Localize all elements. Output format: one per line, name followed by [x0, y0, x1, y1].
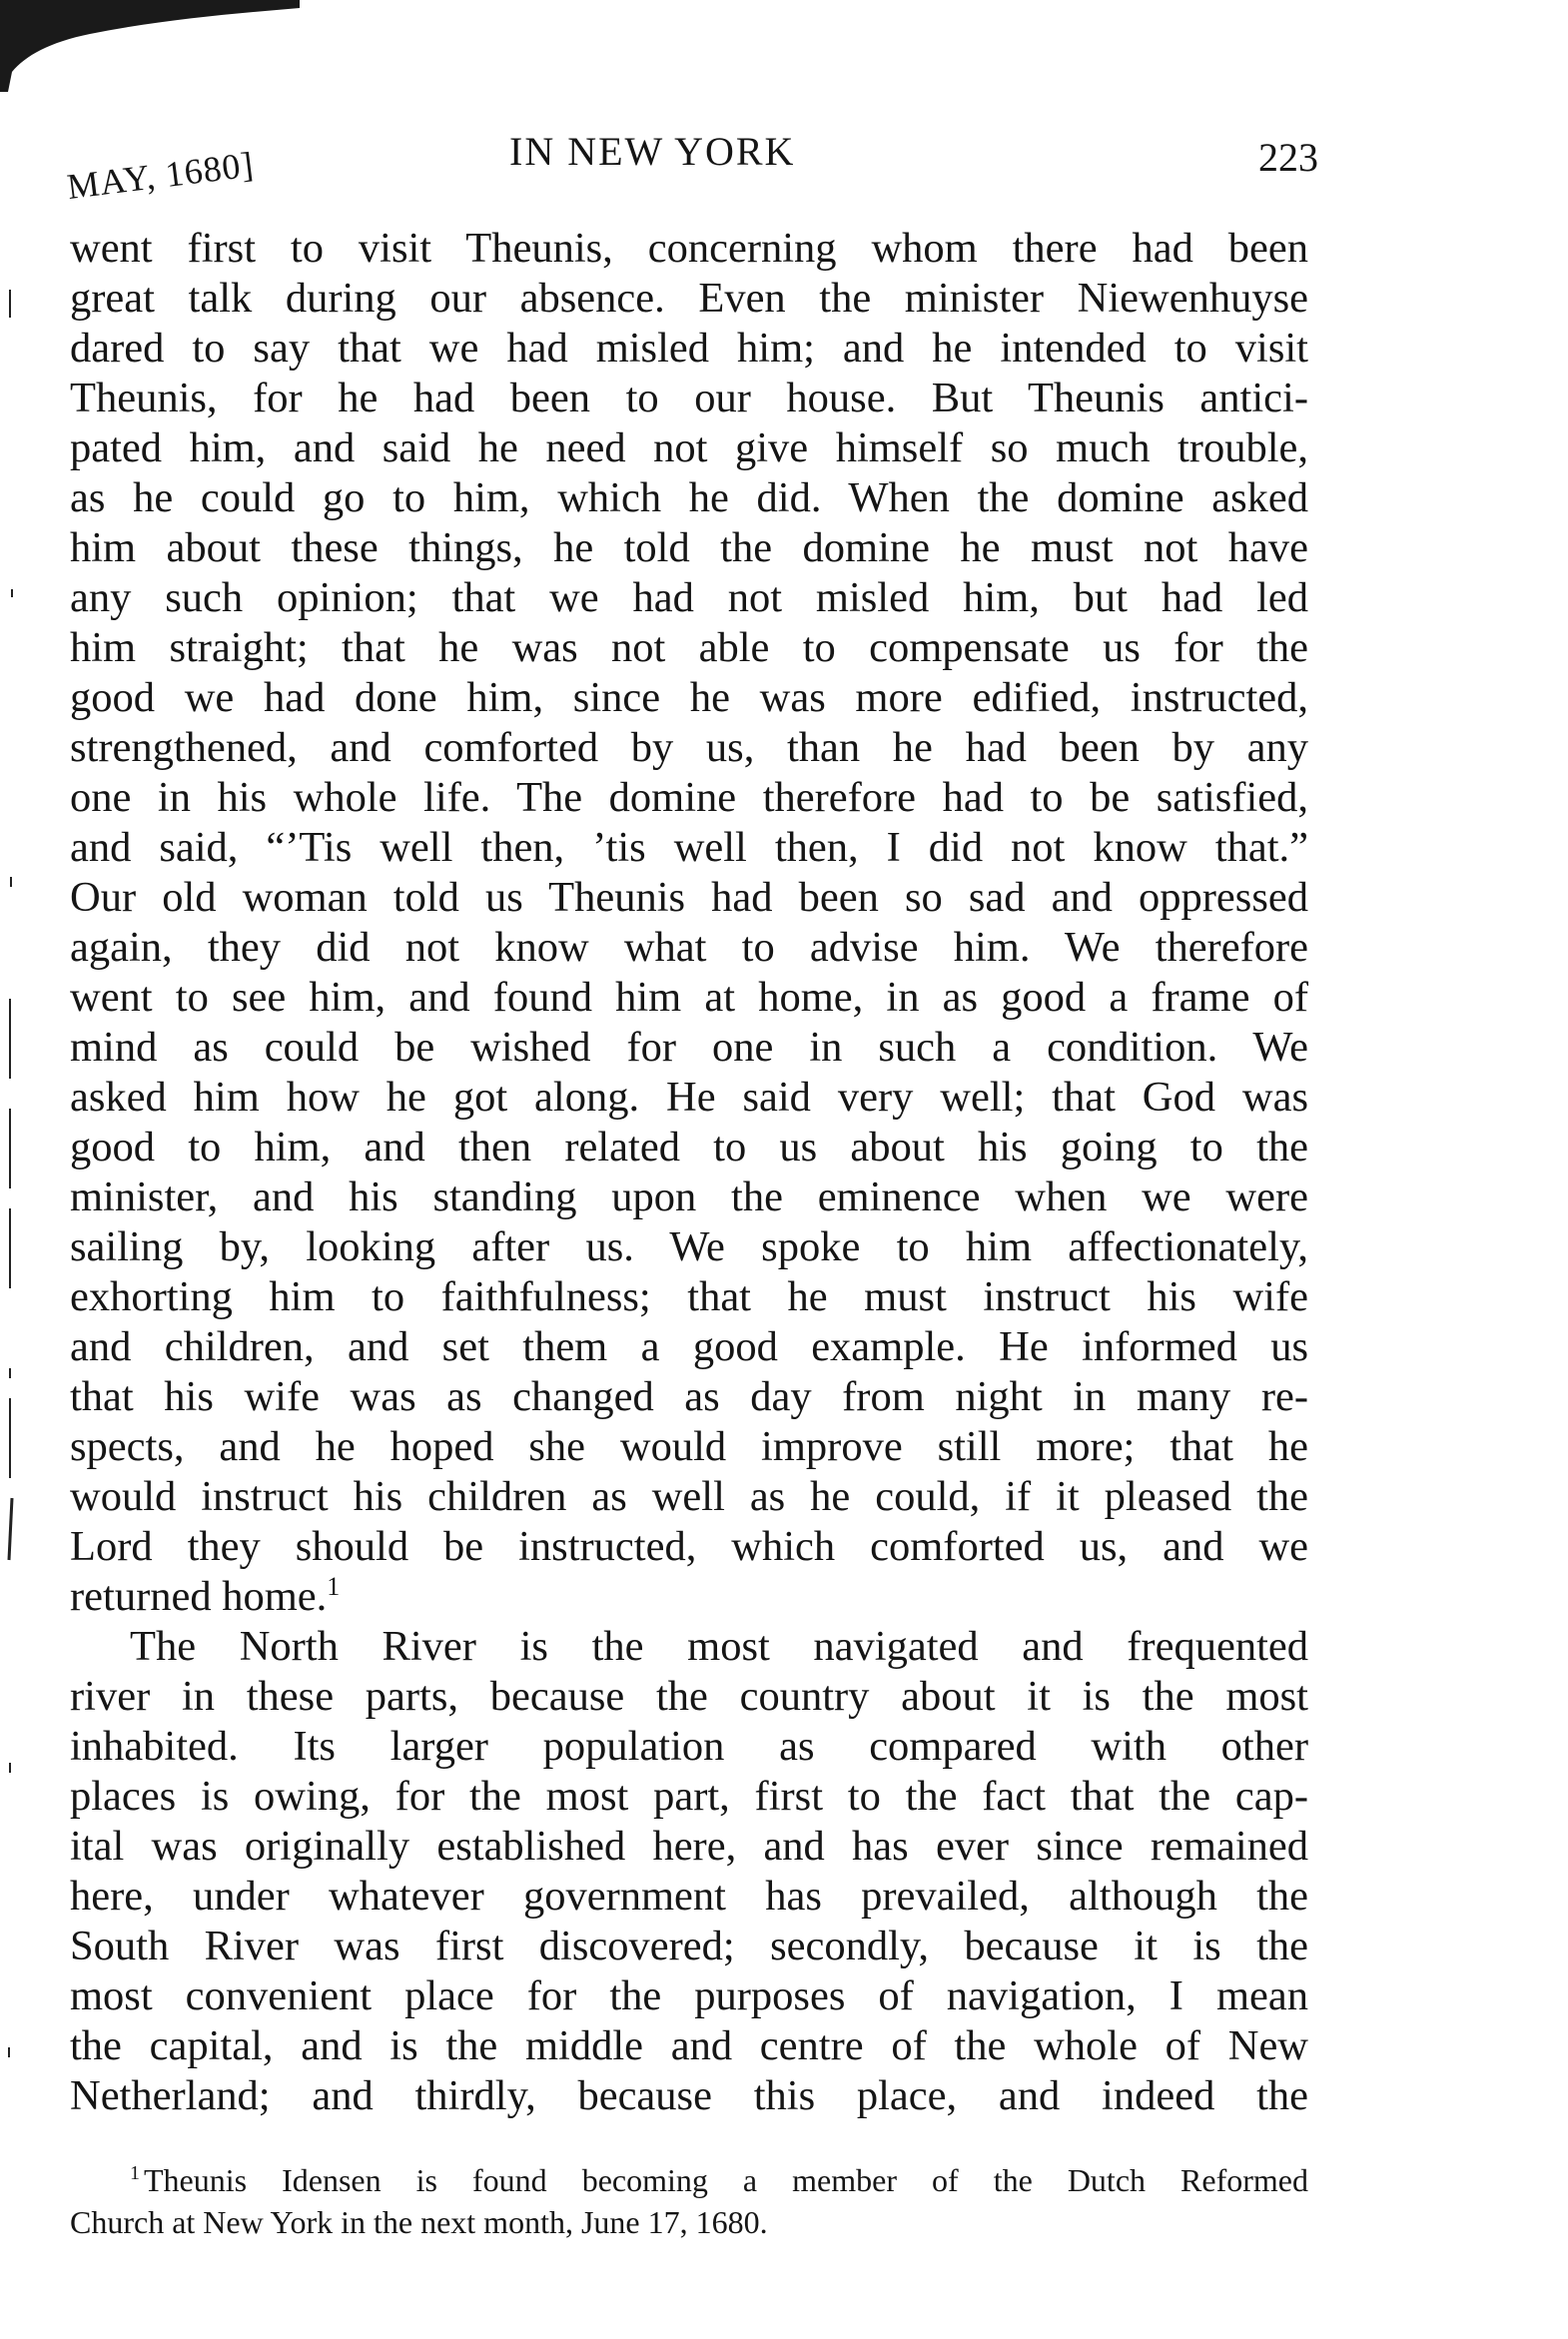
- text-line: Theunis, for he had been to our house. But Theunis antici-: [70, 375, 1308, 421]
- text-line: one in his whole life. The domine therefore had to be satisfied,: [70, 774, 1308, 821]
- text-line: would instruct his children as well as he could, if it pleased the: [70, 1473, 1308, 1520]
- text-line: river in these parts, because the country about it is the most: [70, 1673, 1308, 1720]
- page-number: 223: [1258, 135, 1318, 180]
- text-line: here, under whatever government has prevailed, although the: [70, 1873, 1308, 1920]
- text-line: the capital, and is the middle and centre of the whole of New: [70, 2022, 1308, 2069]
- text-line: minister, and his standing upon the eminence when we were: [70, 1173, 1308, 1220]
- text-line: dared to say that we had misled him; and he intended to visit: [70, 325, 1308, 372]
- text-line: exhorting him to faithfulness; that he must instruct his wife: [70, 1273, 1308, 1320]
- text-line: went to see him, and found him at home, in as good a frame of: [70, 974, 1308, 1021]
- footnote-line: [70, 2159, 1308, 2201]
- text-line: great talk during our absence. Even the minister Niewenhuyse: [70, 275, 1308, 322]
- text-line: and children, and set them a good example. He informed us: [70, 1323, 1308, 1370]
- body-text: [70, 224, 1308, 2121]
- running-head-title: IN NEW YORK: [509, 129, 796, 174]
- text-line: sailing by, looking after us. We spoke to him affectionately,: [70, 1223, 1308, 1270]
- text-line: again, they did not know what to advise him. We therefore: [70, 924, 1308, 971]
- text-line-content: returned home.: [70, 1573, 328, 1620]
- text-line: any such opinion; that we had not misled him, but had led: [70, 574, 1308, 621]
- paragraph: [70, 1622, 1308, 2121]
- text-line: asked him how he got along. He said very well; that God was: [70, 1074, 1308, 1121]
- page-corner-mark: [0, 0, 300, 95]
- footnote: [70, 2159, 1308, 2243]
- text-line: Netherland; and thirdly, because this place, and indeed the: [70, 2072, 1308, 2119]
- text-line: Our old woman told us Theunis had been so sad and oppressed: [70, 874, 1308, 921]
- text-line: spects, and he hoped she would improve still more; that he: [70, 1423, 1308, 1470]
- text-line: Lord they should be instructed, which comforted us, and we: [70, 1523, 1308, 1570]
- paragraph: [70, 224, 1308, 1622]
- text-line: pated him, and said he need not give himself so much trouble,: [70, 424, 1308, 471]
- text-line: and said, “’Tis well then, ’tis well then, I did not know that.”: [70, 824, 1308, 871]
- text-line: ital was originally established here, and has ever since remained: [70, 1823, 1308, 1870]
- running-head: [65, 128, 1318, 208]
- text-line: strengthened, and comforted by us, than he had been by any: [70, 724, 1308, 771]
- text-line: him about these things, he told the domine he must not have: [70, 524, 1308, 571]
- footnote-line: Church at New York in the next month, June 17, 1680.: [70, 2204, 768, 2240]
- margin-marks: [0, 0, 30, 2339]
- text-line: good we had done him, since he was more edified, instructed,: [70, 674, 1308, 721]
- text-line: as he could go to him, which he did. When the domine asked: [70, 474, 1308, 521]
- text-line: him straight; that he was not able to compensate us for the: [70, 624, 1308, 671]
- text-line: inhabited. Its larger population as compared with other: [70, 1723, 1308, 1770]
- text-line: [70, 1572, 1308, 1622]
- text-line: most convenient place for the purposes of navigation, I mean: [70, 1972, 1308, 2019]
- footnote-reference: 1: [327, 1571, 341, 1601]
- text-line: The North River is the most navigated and frequented: [130, 1623, 1308, 1670]
- footnote-text: Theunis Idensen is found becoming a member of the Dutch Reformed: [144, 2162, 1308, 2198]
- text-line: places is owing, for the most part, first to the fact that the cap-: [70, 1773, 1308, 1820]
- text-line: South River was first discovered; secondly, because it is the: [70, 1923, 1308, 1969]
- footnote-number: 1: [130, 2162, 140, 2185]
- text-line: that his wife was as changed as day from night in many re-: [70, 1373, 1308, 1420]
- text-line: mind as could be wished for one in such a condition. We: [70, 1024, 1308, 1071]
- running-head-date: MAY, 1680]: [65, 144, 257, 208]
- text-line: went first to visit Theunis, concerning whom there had been: [70, 225, 1308, 272]
- text-line: good to him, and then related to us about his going to the: [70, 1124, 1308, 1170]
